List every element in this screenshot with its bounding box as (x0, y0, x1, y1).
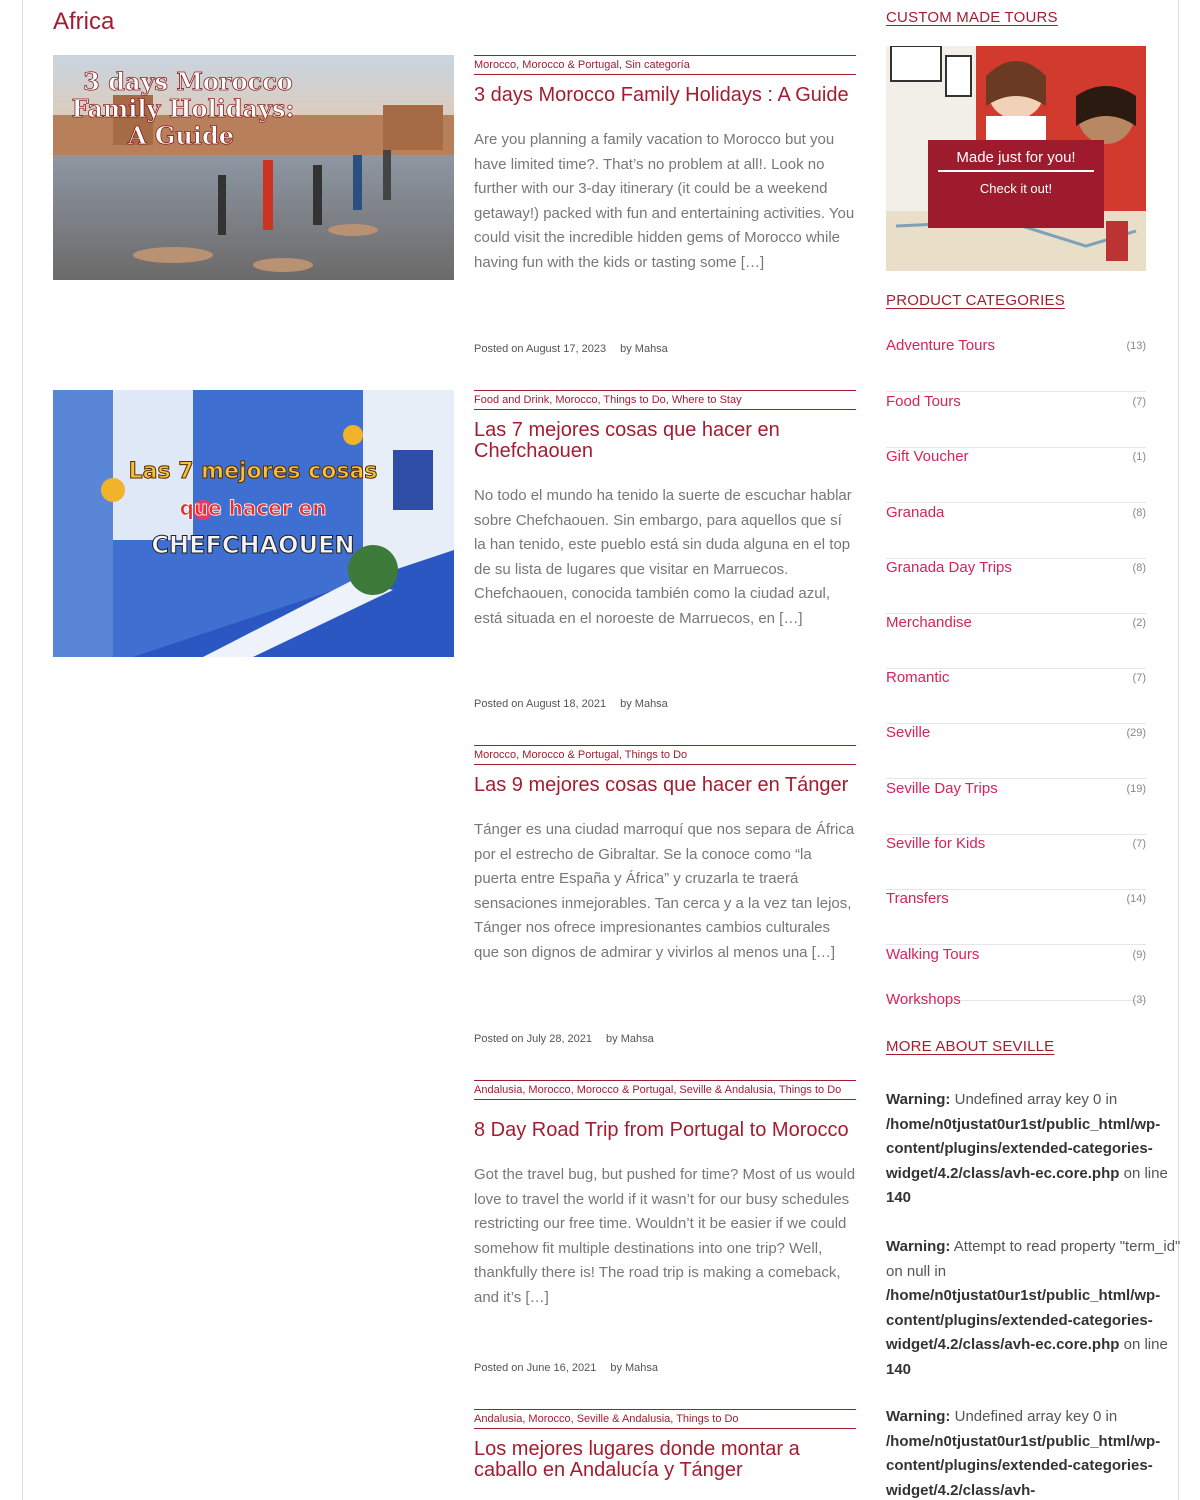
category-name[interactable]: Seville Day Trips (886, 780, 998, 797)
post-date[interactable]: Posted on August 18, 2021 (474, 698, 607, 710)
image-text-line: A Guide (127, 121, 235, 150)
category-item[interactable] (886, 614, 1146, 669)
post-author[interactable]: by Mahsa (620, 343, 668, 355)
page-title: Africa (53, 8, 115, 35)
category-count: (7) (1132, 838, 1146, 850)
warning-line-number: 140 (886, 1189, 912, 1206)
category-count: (13) (1126, 340, 1146, 352)
category-count: (7) (1132, 672, 1146, 684)
category-name[interactable]: Gift Voucher (886, 448, 969, 465)
warning-label: Warning: (886, 1408, 951, 1425)
category-item[interactable] (886, 448, 1146, 503)
warning-path: /home/n0tjustat0ur1st/public_html/wp-content/plugins/extended-categories-widget/4.2/class/avh-ec.core.php (886, 1287, 1161, 1353)
post-title[interactable]: Las 9 mejores cosas que hacer en Tánger (474, 774, 849, 796)
category-item[interactable] (886, 337, 1146, 392)
category-name[interactable]: Adventure Tours (886, 337, 995, 354)
category-count: (9) (1132, 949, 1146, 961)
image-text-line: 3 days Morocco (83, 67, 293, 96)
category-name[interactable]: Walking Tours (886, 946, 980, 963)
post-categories[interactable]: Morocco, Morocco & Portugal, Things to Do (474, 745, 856, 765)
warning-path: /home/n0tjustat0ur1st/public_html/wp-content/plugins/extended-categories-widget/4.2/class/avh-ec.core.php (886, 1115, 1161, 1182)
post-excerpt: No todo el mundo ha tenido la suerte de escuchar hablar sobre Chefchaouen. Sin embargo, para aquellos que sí la han tenido, este pueblo está sin duda alguna en el top de su lista de lugares que visitar en Marruecos. Chefchaouen, conocida también como la ciudad azul, está situada en el noroeste de Marruecos, en […] (474, 487, 852, 627)
post-excerpt: Tánger es una ciudad marroquí que nos separa de África por el estrecho de Gibraltar. Se la conoce como “la puerta entre España y África” y cruzarla te traerá sensaciones inmejorables. Tan cerca y a la vez tan lejos, Tánger nos ofrece impresionantes cambios culturales que son dignos de admirar y vivirlos al menos una […] (474, 821, 855, 961)
category-count: (14) (1126, 893, 1146, 905)
morocco-family-image (53, 55, 454, 280)
category-name[interactable]: Seville (886, 724, 931, 741)
post-meta (474, 1033, 654, 1045)
image-text-line: CHEFCHAOUEN (151, 531, 355, 559)
category-count: (8) (1132, 562, 1146, 574)
category-count: (3) (1132, 994, 1146, 1006)
category-item[interactable] (886, 559, 1146, 614)
category-name[interactable]: Food Tours (886, 393, 961, 410)
warning-label: Warning: (886, 1091, 951, 1108)
category-name[interactable]: Transfers (886, 890, 949, 907)
post-title[interactable]: Las 7 mejores cosas que hacer en Chefchaouen (474, 419, 780, 462)
post-card (474, 745, 856, 1045)
category-item[interactable] (886, 393, 1146, 448)
image-text-line: Family Holidays: (71, 94, 295, 123)
category-item[interactable] (886, 780, 1146, 835)
post-title[interactable]: Los mejores lugares donde montar a caballo en Andalucía y Tánger (474, 1438, 800, 1481)
warning-label: Warning: (886, 1238, 951, 1255)
warning-on-line: on line (1119, 1164, 1168, 1182)
promo-headline: Made just for you! (938, 149, 1094, 172)
chefchaouen-image (53, 390, 454, 657)
category-name[interactable]: Granada Day Trips (886, 559, 1012, 576)
custom-tours-widget-title[interactable]: CUSTOM MADE TOURS (886, 9, 1058, 26)
category-name[interactable]: Seville for Kids (886, 835, 986, 852)
post-title[interactable]: 3 days Morocco Family Holidays : A Guide (474, 84, 849, 106)
post-thumbnail[interactable] (53, 390, 454, 657)
warning-on-line: on line (1119, 1336, 1168, 1353)
category-name[interactable]: Merchandise (886, 614, 972, 631)
post-categories[interactable]: Andalusia, Morocco, Morocco & Portugal, Seville & Andalusia, Things to Do (474, 1080, 856, 1100)
category-count: (2) (1132, 617, 1146, 629)
post-categories[interactable]: Food and Drink, Morocco, Things to Do, Where to Stay (474, 390, 856, 410)
warning-message: Undefined array key 0 in (950, 1408, 1118, 1425)
category-item[interactable] (886, 835, 1146, 890)
category-item[interactable] (886, 890, 1146, 945)
post-title[interactable]: 8 Day Road Trip from Portugal to Morocco (474, 1119, 849, 1141)
warning-message: Undefined array key 0 in (950, 1091, 1118, 1108)
post-categories[interactable]: Morocco, Morocco & Portugal, Sin categoría (474, 55, 856, 75)
custom-tours-promo[interactable] (886, 46, 1146, 271)
post-meta (474, 343, 668, 355)
warning-message: Attempt to read property "term_id" on null in (886, 1238, 1181, 1280)
post-date[interactable]: Posted on June 16, 2021 (474, 1362, 597, 1374)
category-count: (29) (1126, 727, 1146, 739)
post-author[interactable]: by Mahsa (610, 1362, 659, 1374)
category-item[interactable] (886, 724, 1146, 779)
post-meta (474, 698, 668, 710)
image-text-line: Las 7 mejores cosas (128, 459, 378, 484)
promo-cta[interactable]: Check it out! (979, 181, 1053, 196)
post-categories[interactable]: Andalusia, Morocco, Seville & Andalusia, Things to Do (474, 1409, 856, 1429)
post-card (474, 1080, 856, 1374)
post-card (474, 55, 856, 355)
post-excerpt: Are you planning a family vacation to Morocco but you have limited time?. That’s no problem at all!. Look no further with our 3-day itinerary (it could be a weekend getaway!) packed with fun and entertaining activities. You could visit the incredible hidden gems of Morocco while having fun with the kids or tasting some […] (474, 131, 855, 271)
warning-line-number: 140 (886, 1360, 912, 1378)
category-name[interactable]: Workshops (886, 991, 961, 1008)
php-warning (886, 1405, 1186, 1500)
category-count: (19) (1126, 783, 1146, 795)
product-categories-title: PRODUCT CATEGORIES (886, 292, 1065, 309)
category-count: (1) (1132, 451, 1146, 463)
php-warning (886, 1235, 1186, 1382)
post-card (474, 390, 856, 710)
category-name[interactable]: Romantic (886, 669, 950, 686)
promo-overlay[interactable] (928, 140, 1104, 228)
warning-path: /home/n0tjustat0ur1st/public_html/wp-content/plugins/extended-categories-widget/4.2/class/avh- (886, 1432, 1161, 1499)
category-count: (8) (1132, 507, 1146, 519)
post-author[interactable]: by Mahsa (606, 1033, 654, 1045)
image-text-line: que hacer en (179, 496, 327, 520)
category-item[interactable] (886, 504, 1146, 559)
post-author[interactable]: by Mahsa (620, 698, 668, 710)
category-count: (7) (1132, 396, 1146, 408)
post-card (474, 1409, 856, 1481)
post-excerpt: Got the travel bug, but pushed for time? Most of us would love to travel the world if it wasn’t for our busy schedules restricting our free time. Wouldn’t it be easier if we could somehow fit multiple destinations into one trip? Well, thankfully there is! The road trip is making a comeback, and it’s […] (474, 1166, 856, 1306)
php-warning (886, 1088, 1186, 1211)
post-date[interactable]: Posted on August 17, 2023 (474, 343, 607, 355)
post-meta (474, 1362, 658, 1374)
post-thumbnail[interactable] (53, 55, 454, 280)
more-about-seville-title[interactable]: MORE ABOUT SEVILLE (886, 1038, 1055, 1055)
category-name[interactable]: Granada (886, 504, 945, 521)
post-date[interactable]: Posted on July 28, 2021 (474, 1033, 593, 1045)
category-item[interactable] (886, 669, 1146, 724)
